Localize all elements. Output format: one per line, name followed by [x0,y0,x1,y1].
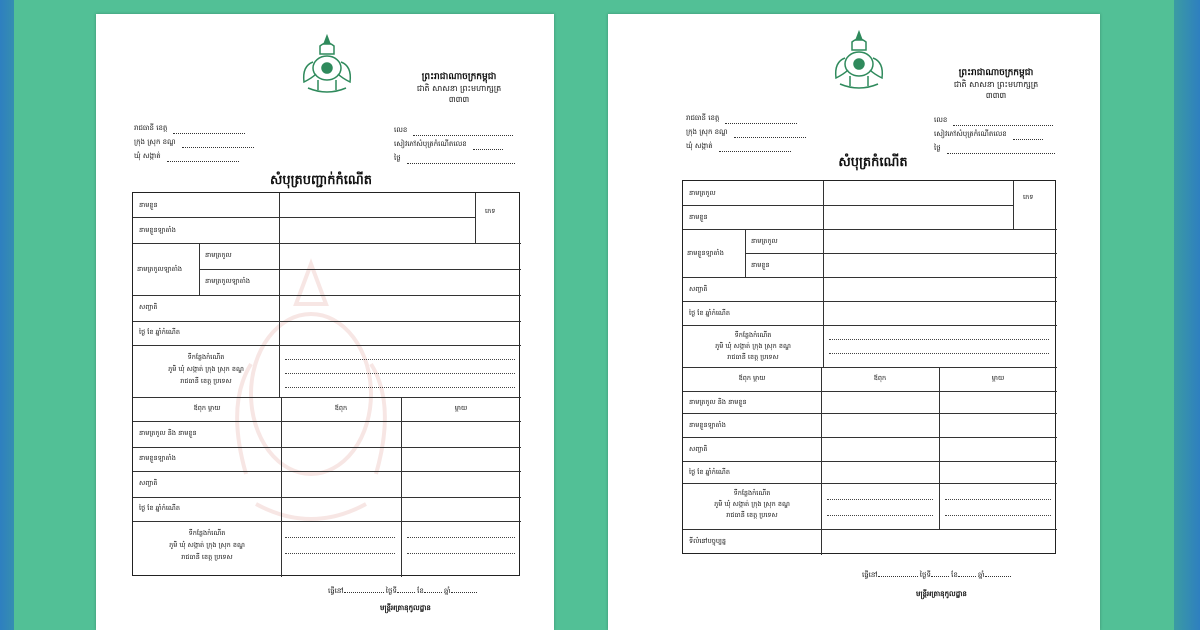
birth-certificate-form-left [96,14,554,630]
row-label-sub-surname: នាមត្រកូល [751,237,778,245]
district-label: ក្រុង ស្រុក ខណ្ឌ [134,138,176,146]
row-label-sex: ភេទ [485,207,496,215]
commune-field[interactable] [134,152,239,162]
parents-row-pob-3: រាជធានី ខេត្ត ប្រទេស [181,553,233,561]
row-label-given-name: នាមខ្លួន [139,201,158,209]
book-number-field[interactable] [394,140,503,150]
sign-date-line[interactable] [328,586,477,597]
right-form-table [682,180,1056,554]
row-label-sex: ភេទ [1023,193,1034,201]
row-label-latin-name: នាមខ្លួនឡាតាំង [139,226,176,234]
birth-certificate-form-right [608,14,1100,630]
sign-date-line[interactable] [862,570,1011,581]
green-background [14,0,1174,630]
book-number-label: សៀវភៅសំបុត្រកំណើតលេខ [934,130,1007,138]
parents-header-label: ឪពុក ម្តាយ [193,404,221,412]
commune-label: ឃុំ សង្កាត់ [134,152,161,160]
province-field[interactable] [686,114,797,124]
row-label-pob-3: រាជធានី ខេត្ត ប្រទេស [180,377,232,385]
row-label-latin-group: នាមត្រកូលឡាតាំង [137,265,182,273]
civil-registrar-label: មន្ត្រីអត្រានុកូលដ្ឋាន [380,604,431,612]
district-label: ក្រុង ស្រុក ខណ្ឌ [686,128,728,136]
parents-row-pob-2: ភូមិ ឃុំ សង្កាត់ ក្រុង ស្រុក ខណ្ឌ [169,541,245,549]
sign-year-label: ឆ្នាំ [978,571,985,579]
parents-row-nationality: សញ្ជាតិ [689,445,708,453]
commune-field[interactable] [686,142,791,152]
parents-row-latin: នាមខ្លួនឡាតាំង [689,421,726,429]
row-label-pob-1: ទីកន្លែងកំណើត [734,331,772,339]
sign-place-label: ធ្វើនៅ [862,571,878,579]
sign-day-label: ថ្ងៃទី [385,587,397,595]
parents-row-pob-1: ទីកន្លែងកំណើត [733,489,771,497]
kingdom-line1: ព្រះរាជាណាចក្រកម្ពុជា [421,72,497,82]
parents-row-dob: ថ្ងៃ ខែ ឆ្នាំកំណើត [139,504,180,512]
parents-row-latin: នាមខ្លួនឡាតាំង [139,454,176,462]
form-title: សំបុត្របញ្ជាក់កំណើត [269,173,372,188]
civil-registrar-label: មន្ត្រីអត្រានុកូលដ្ឋាន [916,590,967,598]
parents-header-father: ឪពុក [334,404,348,412]
date-field[interactable] [394,154,515,164]
row-label-pob-2: ភូមិ ឃុំ សង្កាត់ ក្រុង ស្រុក ខណ្ឌ [715,342,791,350]
sign-year-label: ឆ្នាំ [444,587,451,595]
parents-row-pob-3: រាជធានី ខេត្ត ប្រទេស [726,511,778,519]
parents-row-pob-1: ទីកន្លែងកំណើត [188,529,226,537]
parents-header-mother: ម្តាយ [991,374,1005,382]
district-field[interactable] [686,128,806,138]
kingdom-line3: ៣៣៣ [448,95,470,104]
date-label: ថ្ងៃ [934,144,941,152]
row-label-dob: ថ្ងៃ ខែ ឆ្នាំកំណើត [139,328,180,336]
kingdom-line2: ជាតិ សាសនា ព្រះមហាក្សត្រ [953,80,1039,89]
row-label-sub-latin: នាមត្រកូលឡាតាំង [205,277,250,285]
province-field[interactable] [134,124,245,134]
parents-row-name: នាមត្រកូល និង នាមខ្លួន [689,398,747,406]
sign-day-label: ថ្ងៃទី [919,571,931,579]
date-label: ថ្ងៃ [394,154,401,162]
province-label: រាជធានី ខេត្ត [134,124,168,132]
parents-header-father: ឪពុក [873,374,887,382]
commune-label: ឃុំ សង្កាត់ [686,142,713,150]
district-field[interactable] [134,138,254,148]
kingdom-header [926,68,1066,101]
royal-arms-emblem-icon [826,28,892,94]
row-label-nationality: សញ្ជាតិ [689,285,708,293]
parents-row-name: នាមត្រកូល និង នាមខ្លួន [139,429,197,437]
parents-row-pob-2: ភូមិ ឃុំ សង្កាត់ ក្រុង ស្រុក ខណ្ឌ [714,500,790,508]
row-label-nationality: សញ្ជាតិ [139,303,158,311]
date-field[interactable] [934,144,1055,154]
form-title: សំបុត្រកំណើត [838,155,908,170]
row-label-surname: នាមត្រកូល [689,189,716,197]
parents-header-label: ឪពុក ម្តាយ [738,374,766,382]
royal-arms-emblem-icon [294,32,360,98]
book-number-label: សៀវភៅសំបុត្រកំណើតលេខ [394,140,467,148]
row-label-pob-1: ទីកន្លែងកំណើត [187,353,225,361]
sign-month-label: ខែ [417,587,424,595]
row-label-pob-2: ភូមិ ឃុំ សង្កាត់ ក្រុង ស្រុក ខណ្ឌ [168,365,244,373]
kingdom-line2: ជាតិ សាសនា ព្រះមហាក្សត្រ [416,84,502,93]
left-form-table [132,192,520,576]
sign-month-label: ខែ [951,571,958,579]
kingdom-header [394,72,524,105]
parents-header-mother: ម្តាយ [454,404,468,412]
number-label: លេខ [934,116,948,124]
book-number-field[interactable] [934,130,1043,140]
row-label-sub-given: នាមខ្លួន [751,261,770,269]
parents-row-dob: ថ្ងៃ ខែ ឆ្នាំកំណើត [689,468,730,476]
number-field[interactable] [934,116,1053,126]
row-label-current-address: ទីលំនៅបច្ចុប្បន្ន [689,537,727,545]
number-field[interactable] [394,126,513,136]
parents-row-nationality: សញ្ជាតិ [139,479,158,487]
row-label-dob: ថ្ងៃ ខែ ឆ្នាំកំណើត [689,309,730,317]
row-label-pob-3: រាជធានី ខេត្ត ប្រទេស [727,353,779,361]
row-label-sub-surname: នាមត្រកូល [205,251,232,259]
kingdom-line3: ៣៣៣ [985,91,1007,100]
number-label: លេខ [394,126,408,134]
province-label: រាជធានី ខេត្ត [686,114,720,122]
sign-place-label: ធ្វើនៅ [328,587,344,595]
kingdom-line1: ព្រះរាជាណាចក្រកម្ពុជា [958,68,1034,78]
row-label-latin-group: នាមខ្លួនឡាតាំង [687,249,724,257]
row-label-given-name: នាមខ្លួន [689,213,708,221]
